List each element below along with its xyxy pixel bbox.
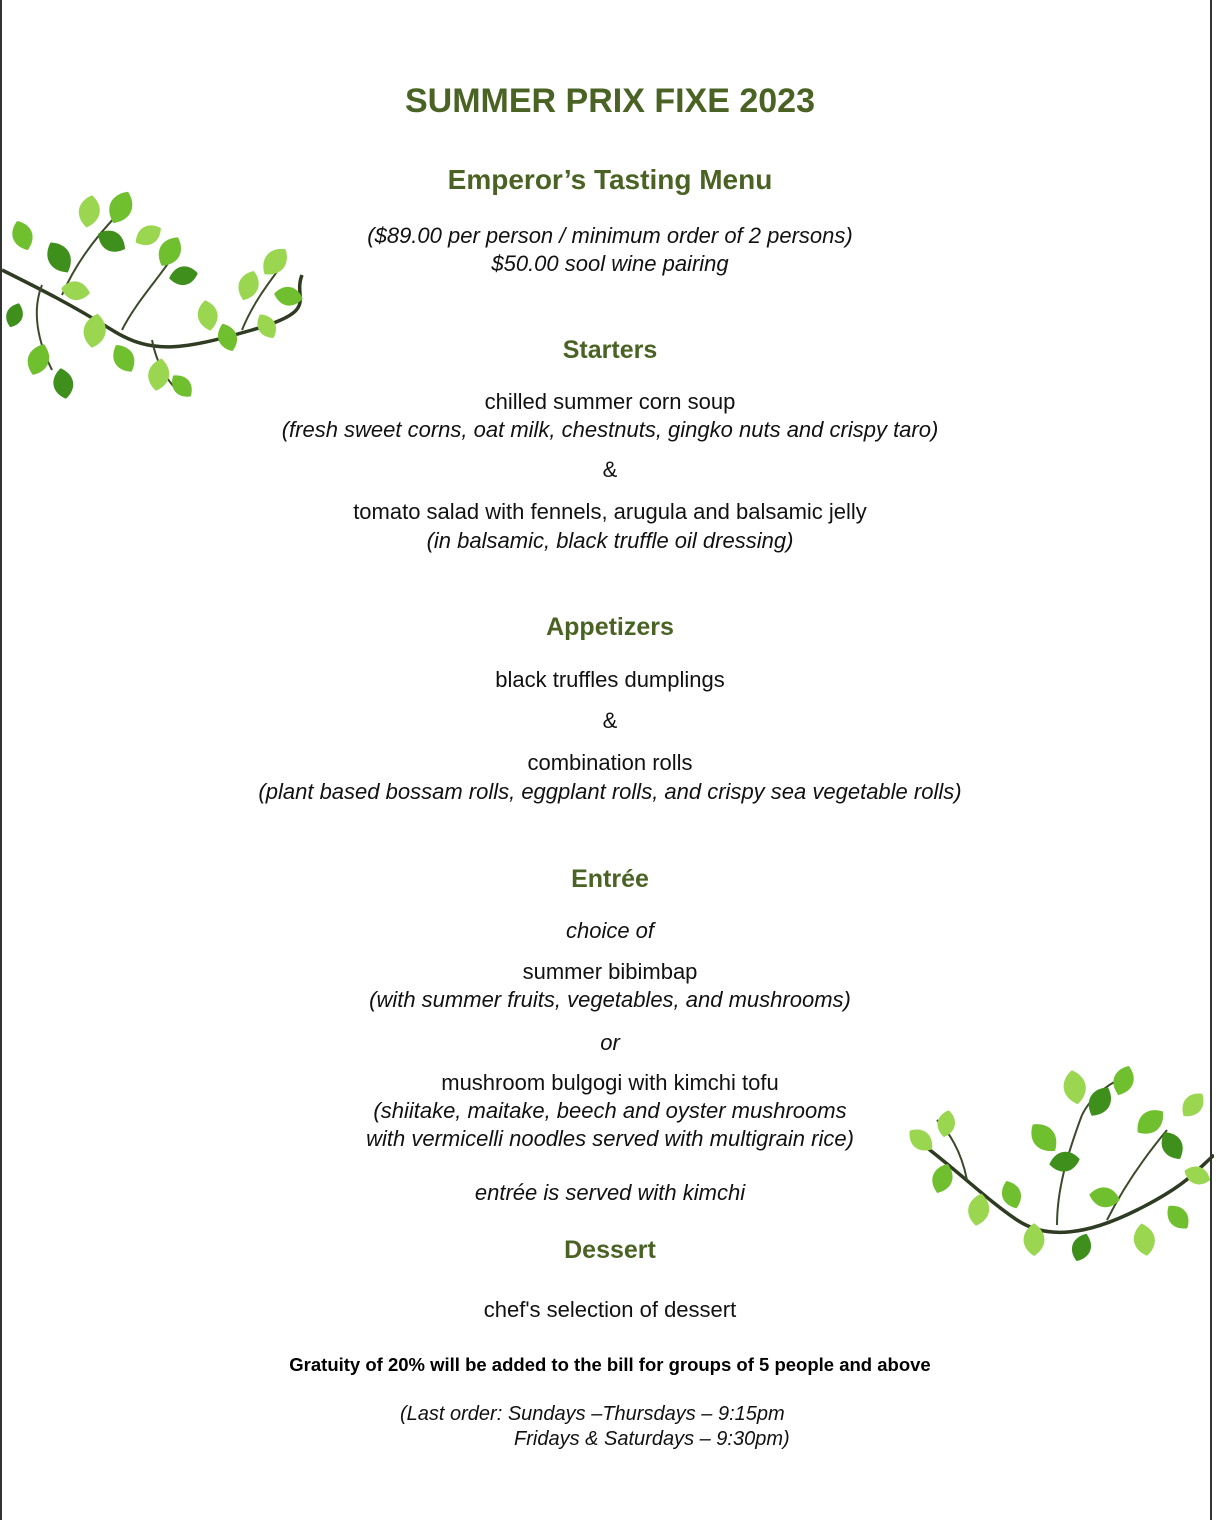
menu-title: SUMMER PRIX FIXE 2023: [404, 82, 815, 120]
entree-item: mushroom bulgogi with kimchi tofu: [441, 1070, 779, 1095]
last-order-line: Fridays & Saturdays – 9:30pm): [514, 1428, 790, 1450]
or-separator: or: [600, 1030, 620, 1055]
appetizer-description: (plant based bossam rolls, eggplant rolls, and crispy sea vegetable rolls): [258, 779, 962, 804]
starters-heading: Starters: [562, 336, 658, 364]
entree-heading: Entrée: [571, 865, 649, 893]
appetizer-item: combination rolls: [527, 750, 693, 775]
entree-note: entrée is served with kimchi: [474, 1180, 746, 1205]
entree-choice-label: choice of: [565, 918, 655, 943]
tasting-menu-name: Emperor’s Tasting Menu: [447, 164, 773, 195]
gratuity-note: Gratuity of 20% will be added to the bill for groups of 5 people and above: [289, 1354, 931, 1375]
appetizers-heading: Appetizers: [546, 613, 674, 641]
wine-pairing-line: $50.00 sool wine pairing: [491, 251, 729, 276]
last-order-line: (Last order: Sundays –Thursdays – 9:15pm: [400, 1403, 785, 1425]
starter-description: (in balsamic, black truffle oil dressing): [426, 528, 794, 553]
leaf-branch-top-left: [2, 180, 312, 410]
entree-item: summer bibimbap: [522, 959, 698, 984]
entree-description: (with summer fruits, vegetables, and mushrooms): [369, 987, 851, 1012]
entree-description: with vermicelli noodles served with multigrain rice): [366, 1126, 854, 1151]
ampersand-separator: &: [602, 457, 618, 482]
appetizer-item: black truffles dumplings: [495, 667, 725, 692]
dessert-heading: Dessert: [564, 1236, 656, 1264]
price-line: ($89.00 per person / minimum order of 2 persons): [367, 223, 853, 248]
ampersand-separator: &: [602, 708, 618, 733]
dessert-item: chef's selection of dessert: [483, 1297, 737, 1322]
starter-description: (fresh sweet corns, oat milk, chestnuts, gingko nuts and crispy taro): [281, 417, 939, 442]
entree-description: (shiitake, maitake, beech and oyster mushrooms: [373, 1098, 847, 1123]
starter-item: chilled summer corn soup: [484, 389, 736, 414]
starter-item: tomato salad with fennels, arugula and balsamic jelly: [353, 499, 867, 524]
